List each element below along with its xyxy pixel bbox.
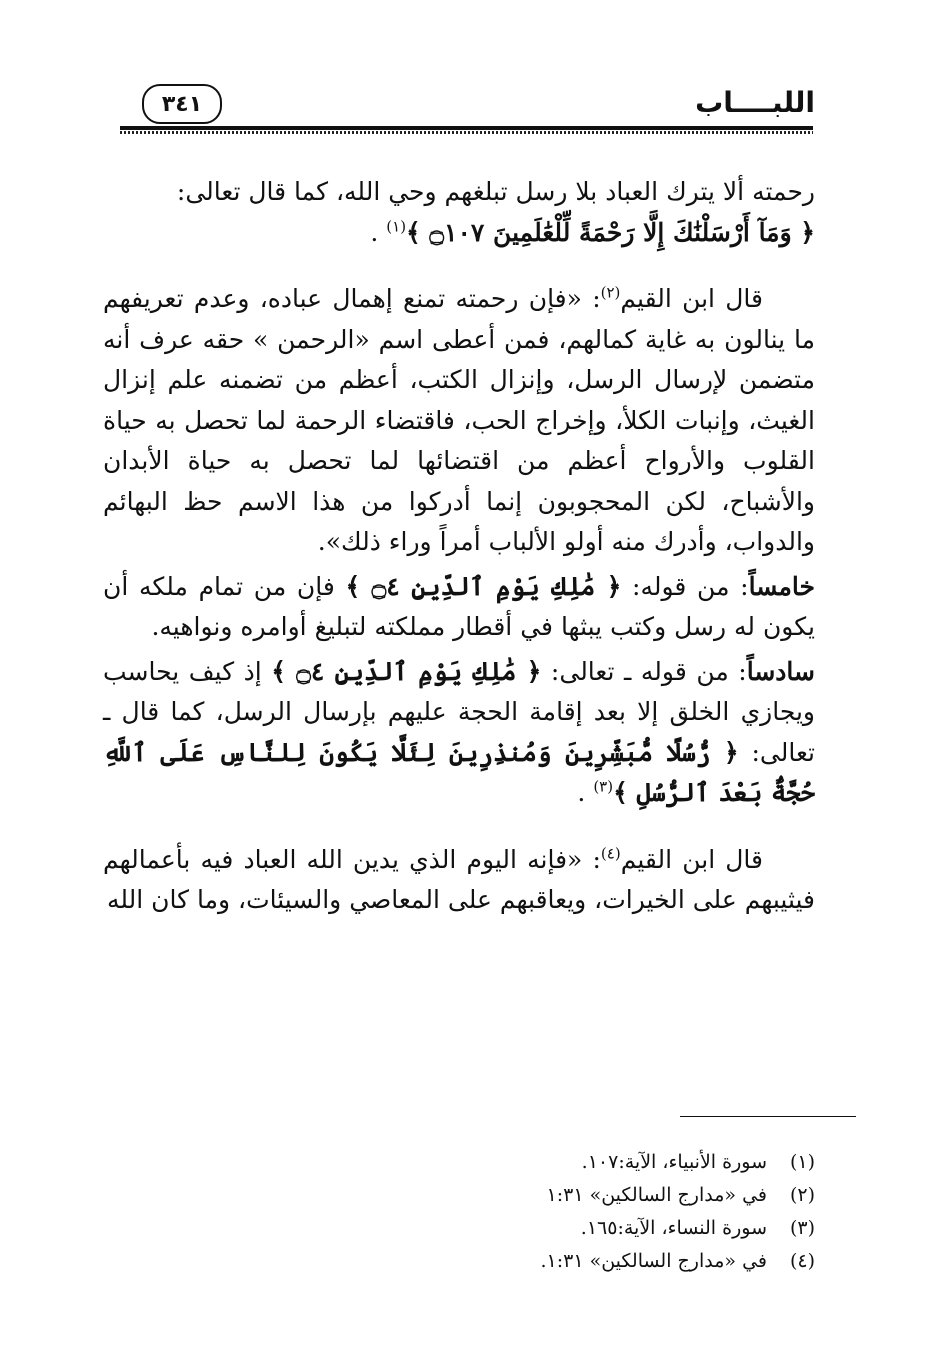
- header-rule: [120, 126, 813, 130]
- footnote-ref-4: (٤): [600, 844, 621, 863]
- paragraph-3-a: : من قوله:: [621, 571, 749, 601]
- header-hatched-rule: [120, 131, 813, 134]
- paragraph-4-a: : من قوله ـ تعالى:: [541, 656, 747, 686]
- footnote-ref-3: (٣): [593, 777, 614, 796]
- running-header: [120, 82, 815, 128]
- paragraph-3-b: فإن من تمام ملكه أن يكون له رسل وكتب يبثها في أقطار مملكته لتبليغ أوامره ونواهيه.: [103, 571, 815, 641]
- footnote-text: في «مدارج السالكين» ١:٣١.: [540, 1250, 767, 1272]
- footnote-number: (١): [789, 1151, 815, 1173]
- paragraph-2-text: : «فإن رحمته تمنع إهمال عباده، وعدم تعريفهم ما ينالون به غاية كمالهم، فمن أعطى اسم «الرحمن » حقه عرف أنه متضمن لإرسال الرسل، وإنزال الكتب، أعظم من تضمنه علم إنزال الغيث، وإنبات الكلأ، وإخراج الحب، فاقتضاء الرحمة لما تحصل به حياة القلوب والأرواح أعظم من اقتضائها لما تحصل به حياة الأبدان والأشباح، لكن المحجوبون إنما أدركوا من هذا الاسم حظ البهائم والدواب، وأدرك منه أولو الألباب أمراً وراء ذلك».: [103, 284, 815, 556]
- paragraph-5-text: : «فإنه اليوم الذي يدين الله العباد فيه بأعمالهم فيثيبهم على الخيرات، ويعاقبهم على المعاصي والسيئات، وما كان الله: [103, 844, 815, 914]
- paragraph-2-lead: قال ابن القيم: [620, 284, 764, 313]
- paragraph-1: [103, 172, 815, 253]
- footnote-1: [315, 1146, 815, 1179]
- paragraph-1-text: رحمته ألا يترك العباد بلا رسل تبلغهم وحي الله، كما قال تعالى:: [176, 177, 815, 206]
- paragraph-4-b: إذ كيف يحاسب ويجازي الخلق إلا بعد إقامة الحجة عليهم بإرسال الرسل، كما قال ـ تعالى:: [103, 656, 815, 767]
- paragraph-1-end: .: [370, 217, 379, 247]
- paragraph-4-end: .: [577, 778, 586, 807]
- paragraph-2: [103, 279, 815, 563]
- quran-verse-4: ﴿ رُّسُلًا مُّبَشِّرِينَ وَمُنذِرِينَ لِئَلَّا يَكُونَ لِلنَّاسِ عَلَى ٱللَّهِ حُجَّةٌۢ بَعْدَ ٱلرُّسُلِ ﴾: [103, 737, 815, 807]
- paragraph-5-lead: قال ابن القيم: [620, 844, 764, 874]
- footnote-4: [315, 1245, 815, 1278]
- running-title: اللبــــاب: [695, 86, 815, 119]
- quran-verse-1: ﴿ وَمَآ أَرْسَلْنَٰكَ إِلَّا رَحْمَةً لِّلْعَٰلَمِينَ ۝١٠٧ ﴾: [406, 217, 815, 247]
- footnote-text: في «مدارج السالكين» ١:٣١: [546, 1184, 767, 1206]
- footnote-separator: [680, 1116, 856, 1117]
- quran-verse-3: ﴿ مَٰلِكِ يَوْمِ ٱلدِّينِ ۝٤ ﴾: [271, 656, 542, 686]
- paragraph-4: [103, 652, 815, 814]
- page-number-badge: ٣٤١: [142, 84, 222, 124]
- heading-sixth: سادساً: [746, 656, 815, 686]
- footnote-ref-2: (٢): [600, 283, 621, 302]
- footnote-ref-1: (١): [386, 217, 407, 236]
- quran-verse-2: ﴿ مَٰلِكِ يَوْمِ ٱلدِّينِ ۝٤ ﴾: [345, 571, 622, 601]
- paragraph-3: [103, 567, 815, 648]
- main-text: [103, 172, 815, 921]
- footnote-number: (٢): [789, 1184, 815, 1206]
- footnotes: [315, 1146, 815, 1278]
- footnote-3: [315, 1212, 815, 1245]
- footnote-text: سورة الأنبياء، الآية:١٠٧.: [581, 1151, 767, 1173]
- footnote-2: [315, 1179, 815, 1212]
- footnote-number: (٣): [789, 1217, 815, 1239]
- footnote-text: سورة النساء، الآية:١٦٥.: [580, 1217, 767, 1239]
- footnote-number: (٤): [789, 1250, 815, 1272]
- paragraph-5: [103, 840, 815, 921]
- heading-fifth: خامساً: [748, 571, 815, 601]
